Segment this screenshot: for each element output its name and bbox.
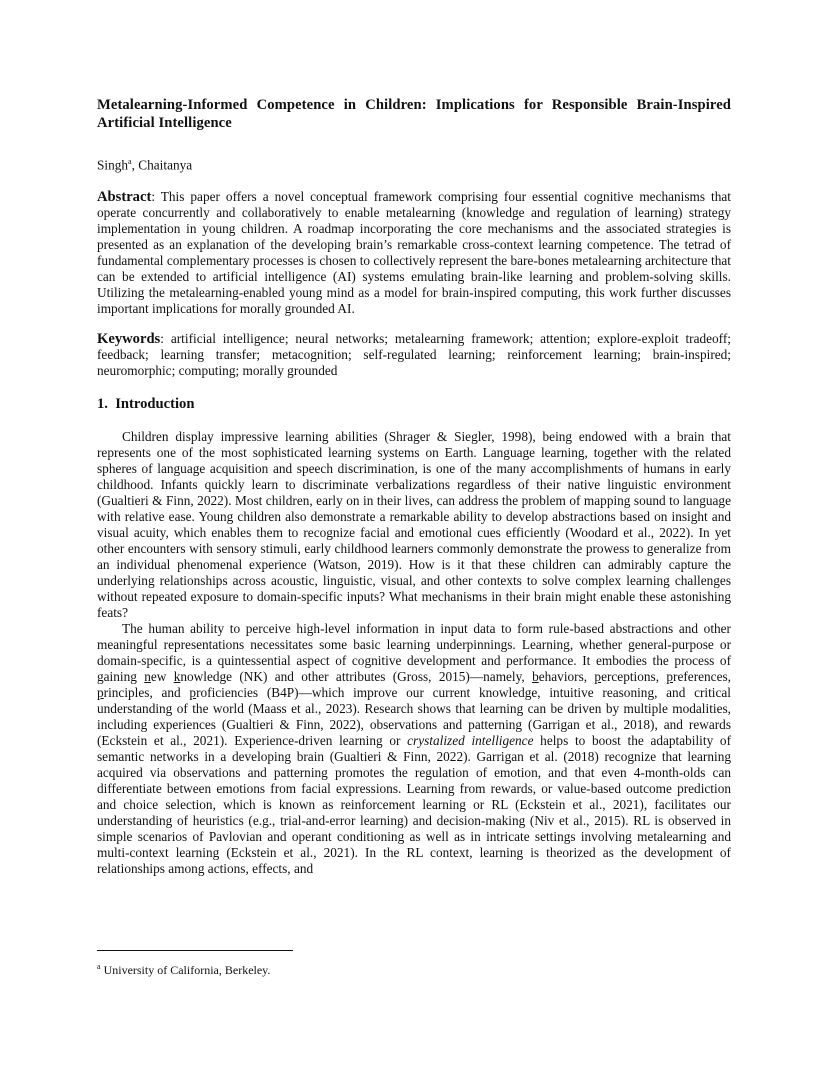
- para2-text: roficiencies (B4P)—which improve our current knowledge, intuitive reasoning, and critical understanding of the world (Maass et al., 2023). Research shows that learning can be driven by multiple modalities, including experiences (Gualtieri & Finn, 2022), observations and patterning (Garrigan et al., 2018), and rewards (Eckstein et al., 2021). Experience-driven learning or: [97, 685, 731, 749]
- keywords-label: Keywords: [97, 331, 161, 348]
- para2-text: references,: [673, 669, 731, 685]
- intro-paragraph-1: Children display impressive learning abilities (Shrager & Siegler, 1998), being endowed with a brain that represents one of the most sophisticated learning systems on Earth. Language learning, together with the related spheres of language acquisition and speech discrimination, is one of the many accomplishments of humans in early childhood. Infants quickly learn to discriminate verbalizations regardless of their native linguistic environment (Gualtieri & Finn, 2022). Most children, early on in their lives, can address the problem of mapping sound to language with relative ease. Young children also demonstrate a remarkable ability to develop abstractions based on insight and visual acuity, which enables them to recognize facial and emotional cues efficiently (Woodard et al., 2022). In yet other encounters with sensory stimuli, early childhood learners commonly demonstrate the prowess to generalize from an individual phenomenal experience (Watson, 2019). How is it that these children can admirably capture the underlying relationships across acoustic, linguistic, visual, and other contexts to solve complex learning challenges without repeated exposure to domain-specific inputs? What mechanisms in their brain might enable these astonishing feats?: [97, 429, 731, 621]
- intro-paragraph-2: [97, 621, 731, 877]
- section-title: Introduction: [115, 396, 195, 413]
- abstract-label: Abstract: [97, 189, 152, 206]
- para2-text: rinciples, and: [103, 685, 190, 701]
- paper-page: [97, 96, 731, 877]
- footnote-mark: a: [97, 962, 101, 971]
- section-heading: [97, 395, 731, 413]
- underlined-letter: k: [173, 669, 181, 685]
- footnote: [97, 960, 270, 977]
- underlined-letter: p: [189, 685, 197, 701]
- section-number: 1.: [97, 396, 108, 413]
- para2-text: The human ability to perceive high-level information in input data to form rule-based abstractions and other meaningful representations necessitates some basic learning underpinnings. Learning, whether general-purpose or domain-specific, is a quintessential aspect of cognitive development and performance. It embodies the process of gaining: [97, 621, 731, 685]
- author-rest: , Chaitanya: [131, 157, 193, 173]
- author-first: Singh: [97, 157, 129, 173]
- footnote-divider: [97, 950, 293, 951]
- underlined-letter: b: [532, 669, 539, 685]
- para2-text: erceptions,: [601, 669, 667, 685]
- introduction-body: [97, 429, 731, 877]
- underlined-letter: p: [97, 685, 104, 701]
- para2-text: ew: [150, 669, 174, 685]
- abstract: [97, 189, 731, 317]
- author-line: [97, 154, 731, 173]
- underlined-letter: p: [594, 669, 602, 685]
- paper-title: Metalearning-Informed Competence in Children: Implications for Responsible Brain-Inspired Artificial Intelligence: [97, 97, 731, 131]
- para2-text: helps to boost the adaptability of semantic networks in a developing brain (Gualtieri & Finn, 2022). Garrigan et al. (2018) recognize that learning acquired via observations and patterning promotes the regulation of emotion, and that even 4-month-olds can differentiate between emotions from facial expressions. Learning from rewards, or value-based outcome prediction and choice selection, which is known as reinforcement learning or RL (Eckstein et al., 2021), facilitates our understanding of heuristics (e.g., trial-and-error learning) and decision-making (Niv et al., 2015). RL is observed in simple scenarios of Pavlovian and operant conditioning as well as in intricate settings involving metalearning and multi-context learning (Eckstein et al., 2021). In the RL context, learning is theorized as the development of relationships among actions, effects, and: [97, 733, 731, 877]
- para2-text: ehaviors,: [538, 669, 595, 685]
- underlined-letter: n: [144, 669, 151, 685]
- author-affiliation-mark: a: [128, 157, 132, 166]
- footnote-text: University of California, Berkeley.: [100, 963, 271, 977]
- keywords: [97, 331, 731, 379]
- keywords-text: : artificial intelligence; neural networks; metalearning framework; attention; explore-exploit tradeoff; feedback; learning transfer; metacognition; self-regulated learning; reinforcement learning; brain-inspired; neuromorphic; computing; morally grounded: [97, 331, 731, 379]
- italic-term: crystalized intelligence: [407, 733, 534, 749]
- abstract-text: : This paper offers a novel conceptual framework comprising four essential cognitive mechanisms that operate concurrently and collaboratively to enable metalearning (knowledge and regulation of learning) strategy implementation in young children. A roadmap incorporating the core mechanisms and the associated strategies is presented as an explanation of the developing brain’s remarkable cross-context learning competence. The tetrad of fundamental complementary processes is chosen to collectively represent the bare-bones metalearning architecture that can be extended to artificial intelligence (AI) systems emulating brain-like learning and problem-solving skills. Utilizing the metalearning-enabled young mind as a model for brain-inspired computing, this work further discusses important implications for morally grounded AI.: [97, 189, 731, 317]
- underlined-letter: p: [666, 669, 674, 685]
- para2-text: nowledge (NK) and other attributes (Gross, 2015)—namely,: [180, 669, 533, 685]
